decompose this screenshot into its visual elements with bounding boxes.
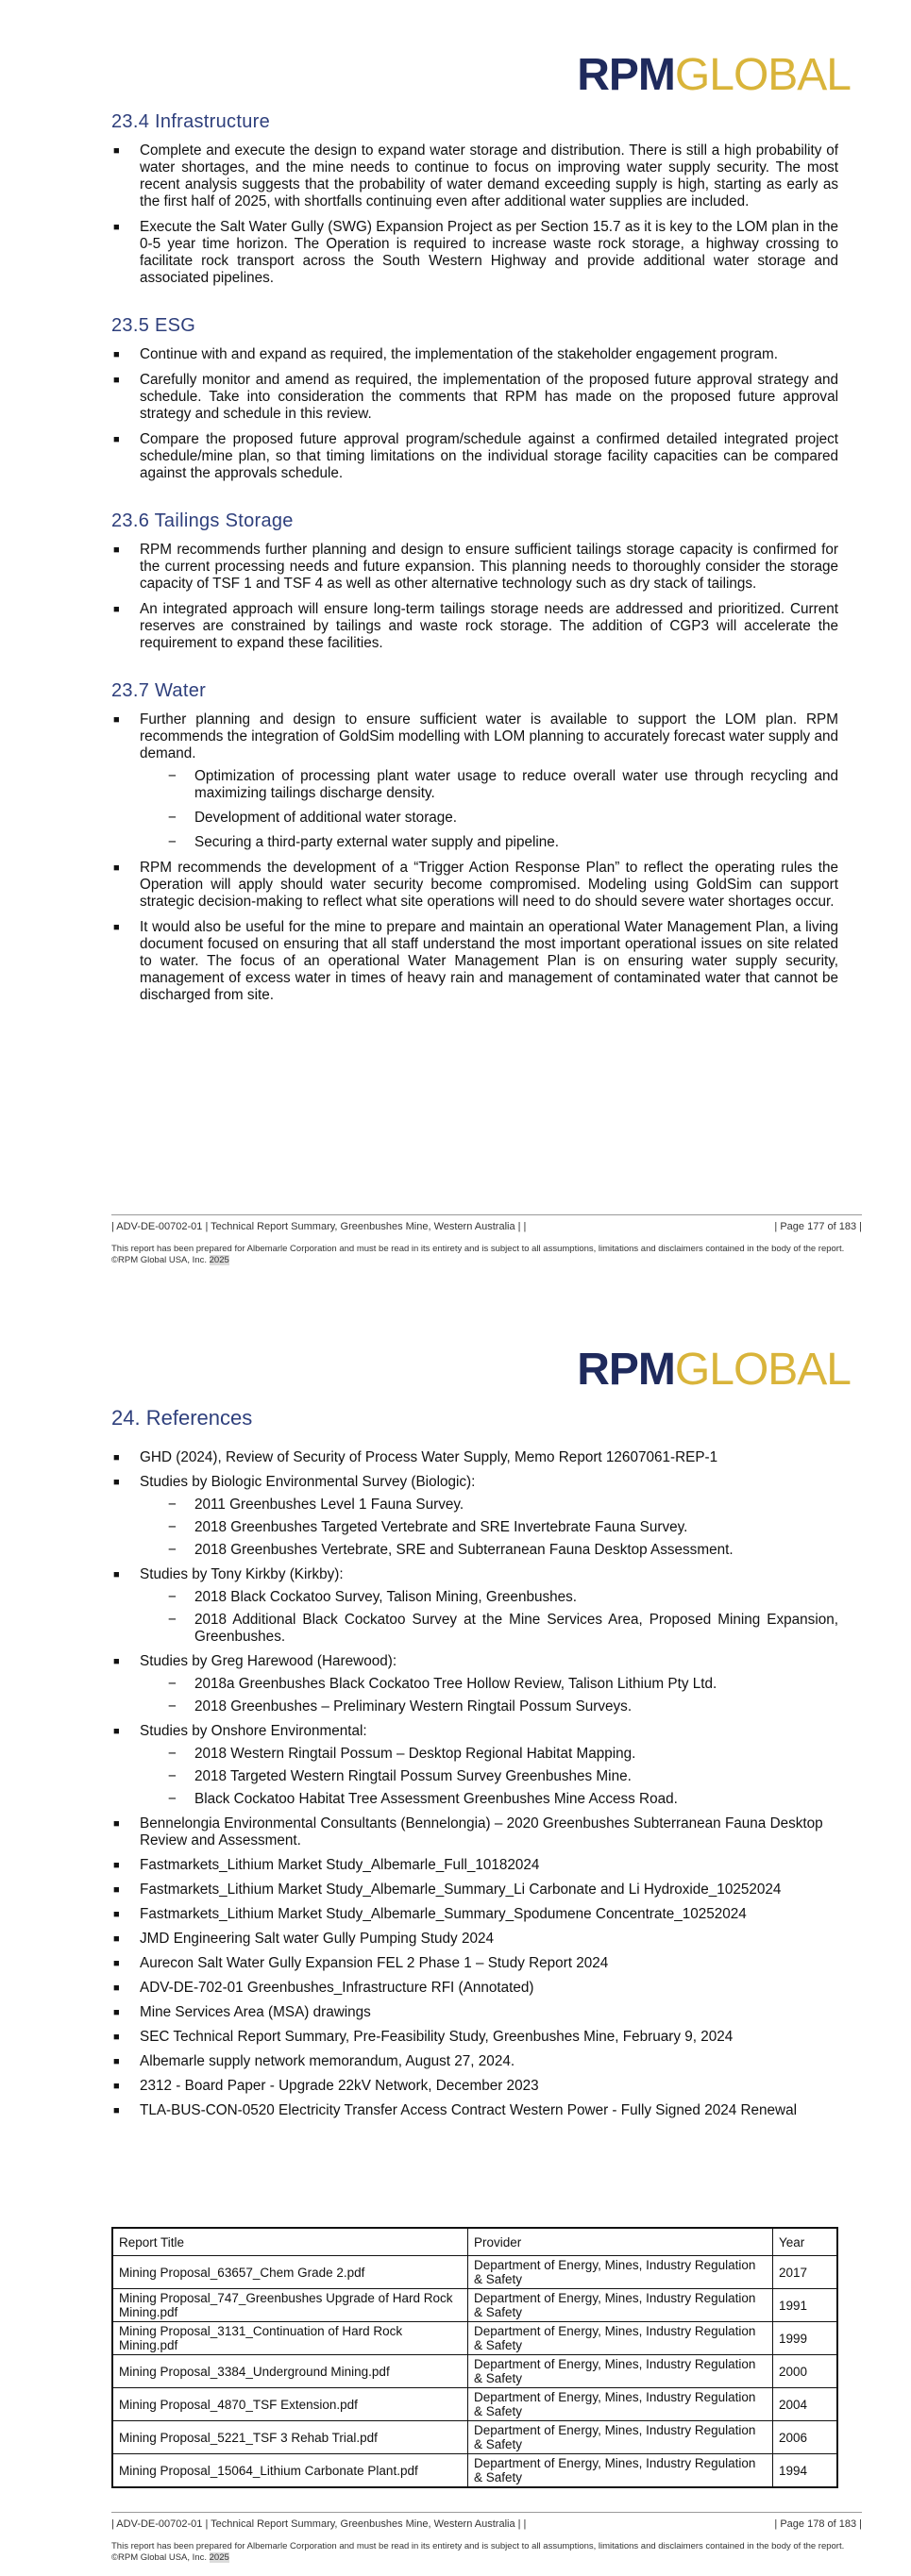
footer-doc-info: | ADV-DE-00702-01 | Technical Report Summary, Greenbushes Mine, Western Australia | | xyxy=(111,1221,527,1232)
rpm-global-logo: RPMGLOBAL xyxy=(577,1345,851,1395)
bullet-item: ■ It would also be useful for the mine to prepare and maintain an operational Water Management Plan, a living document focused on ensuring that all staff understand the most important operational issues on site related to water. The focus of an operational Water Management Plan is on ensuring water supply security, management of excess water in times of heavy rain and management of contaminated water that cannot be discharged from site. xyxy=(113,919,838,1003)
reference-subitem: − 2018 Greenbushes Targeted Vertebrate and SRE Invertebrate Fauna Survey. xyxy=(168,1519,688,1535)
column-header: Report Title xyxy=(112,2228,468,2256)
section-tailings-storage xyxy=(111,510,838,652)
year-cell: 2004 xyxy=(773,2388,838,2421)
year-cell: 1991 xyxy=(773,2289,838,2322)
report-table xyxy=(111,2227,838,2488)
report-title-cell: Mining Proposal_5221_TSF 3 Rehab Trial.pdf xyxy=(112,2421,468,2454)
year-cell: 1999 xyxy=(773,2322,838,2355)
year-cell: 1994 xyxy=(773,2454,838,2488)
table-row xyxy=(112,2355,837,2388)
dash-item: − Optimization of processing plant water usage to reduce overall water use through recycling and maximizing tailings discharge density. xyxy=(168,768,838,801)
reference-list xyxy=(111,1449,838,2119)
column-header: Provider xyxy=(468,2228,773,2256)
footer-disclaimer: This report has been prepared for Albemarle Corporation and must be read in its entirety and is subject to all assumptions, limitations and disclaimers contained in the body of the report. ©RPM Global USA, Inc. 2025 xyxy=(111,2541,845,2563)
year-cell: 2017 xyxy=(773,2256,838,2289)
year-cell: 2000 xyxy=(773,2355,838,2388)
reference-item: ■ Studies by Biologic Environmental Survey (Biologic): − 2011 Greenbushes Level 1 Fauna Survey. − 2018 Greenbushes Targeted Vertebrate and SRE Invertebrate Fauna Survey. − 2018 Greenbushes Vertebrate, SRE and Subterranean Fauna Desktop Assessment. xyxy=(111,1474,838,1559)
reference-subitem: − 2018 Targeted Western Ringtail Possum Survey Greenbushes Mine. xyxy=(168,1768,632,1784)
page-177 xyxy=(0,0,911,1279)
page-title: 24. References xyxy=(111,1406,253,1430)
reference-subitem: − Black Cockatoo Habitat Tree Assessment Greenbushes Mine Access Road. xyxy=(168,1791,678,1807)
reference-item: ■ TLA-BUS-CON-0520 Electricity Transfer Access Contract Western Power - Fully Signed 2024 Renewal xyxy=(113,2102,797,2118)
dash-item: − Securing a third-party external water supply and pipeline. xyxy=(168,834,560,850)
reference-item: ■ Albemarle supply network memorandum, August 27, 2024. xyxy=(113,2053,515,2069)
reference-item: ■ Mine Services Area (MSA) drawings xyxy=(113,2004,371,2020)
reference-item: ■ SEC Technical Report Summary, Pre-Feasibility Study, Greenbushes Mine, February 9, 2024 xyxy=(113,2029,734,2045)
provider-cell: Department of Energy, Mines, Industry Regulation & Safety xyxy=(468,2289,773,2322)
report-title-cell: Mining Proposal_3384_Underground Mining.pdf xyxy=(112,2355,468,2388)
report-title-cell: Mining Proposal_3131_Continuation of Hard Rock Mining.pdf xyxy=(112,2322,468,2355)
bullet-item: ■ RPM recommends further planning and design to ensure sufficient tailings storage capacity is confirmed for the current processing needs and future expansion. This planning needs to thoroughly consider the storage capacity of TSF 1 and TSF 4 as well as other alternative technology such as dry stack of tailings. xyxy=(113,542,838,592)
report-title-cell: Mining Proposal_4870_TSF Extension.pdf xyxy=(112,2388,468,2421)
rpm-global-logo: RPMGLOBAL xyxy=(577,50,851,100)
reference-subitem: − 2018 Greenbushes Vertebrate, SRE and Subterranean Fauna Desktop Assessment. xyxy=(168,1542,734,1558)
provider-cell: Department of Energy, Mines, Industry Regulation & Safety xyxy=(468,2256,773,2289)
reference-item: ■ GHD (2024), Review of Security of Process Water Supply, Memo Report 12607061-REP-1 xyxy=(113,1449,718,1465)
reference-item: ■ ADV-DE-702-01 Greenbushes_Infrastructure RFI (Annotated) xyxy=(113,1980,534,1996)
bullet-item: ■ Complete and execute the design to expand water storage and distribution. There is still a high probability of water shortages, and the mine needs to continue to focus on improving water supply security. The most recent analysis suggests that the probability of water demand exceeding supply is high, starting as early as the first half of 2025, with shortfalls continuing even after additional water supplies are included. xyxy=(113,142,838,209)
table-row xyxy=(112,2454,837,2488)
bullet-item: ■ Compare the proposed future approval program/schedule against a confirmed detailed integrated project schedule/mine plan, so that timing limitations on the individual storage facility capacities can be compared against the approvals schedule. xyxy=(113,431,838,481)
section-heading: 23.7 Water xyxy=(111,680,207,701)
reference-item: ■ Fastmarkets_Lithium Market Study_Albemarle_Summary_Spodumene Concentrate_10252024 xyxy=(113,1906,747,1922)
reference-item: ■ JMD Engineering Salt water Gully Pumping Study 2024 xyxy=(113,1931,494,1947)
bullet-item: ■ An integrated approach will ensure long-term tailings storage needs are addressed and prioritized. Current reserves are constrained by tailings and waste rock storage. The addition of CGP3 will accelerate the requirement to expand these facilities. xyxy=(113,601,838,651)
reference-subitem: − 2018 Western Ringtail Possum – Desktop Regional Habitat Mapping. xyxy=(168,1746,636,1762)
table-row xyxy=(112,2421,837,2454)
section-water xyxy=(111,680,838,1004)
reference-subitem: − 2018 Greenbushes – Preliminary Western Ringtail Possum Surveys. xyxy=(168,1698,633,1715)
bullet-item: ■ RPM recommends the development of a “Trigger Action Response Plan” to reflect the operating rules the Operation will apply should water security become compromised. Modeling using GoldSim can support strategic decision-making to reflect what site operations will need to do should severe water shortages occur. xyxy=(113,860,838,910)
footer-page-number: | Page 178 of 183 | xyxy=(774,2518,862,2530)
year-cell: 2006 xyxy=(773,2421,838,2454)
reference-item: ■ Studies by Onshore Environmental: − 2018 Western Ringtail Possum – Desktop Regional Habitat Mapping. − 2018 Targeted Western Ringtail Possum Survey Greenbushes Mine. − Black Cockatoo Habitat Tree Assessment Greenbushes Mine Access Road. xyxy=(111,1723,838,1808)
provider-cell: Department of Energy, Mines, Industry Regulation & Safety xyxy=(468,2322,773,2355)
table-row xyxy=(112,2289,837,2322)
page-177-content xyxy=(111,111,838,1032)
footer-doc-info: | ADV-DE-00702-01 | Technical Report Summary, Greenbushes Mine, Western Australia | | xyxy=(111,2518,527,2530)
provider-cell: Department of Energy, Mines, Industry Regulation & Safety xyxy=(468,2388,773,2421)
table-header-row xyxy=(112,2228,837,2256)
table-row xyxy=(112,2322,837,2355)
report-title-cell: Mining Proposal_15064_Lithium Carbonate Plant.pdf xyxy=(112,2454,468,2488)
reference-subitem: − 2018a Greenbushes Black Cockatoo Tree Hollow Review, Talison Lithium Pty Ltd. xyxy=(168,1676,717,1692)
provider-cell: Department of Energy, Mines, Industry Regulation & Safety xyxy=(468,2421,773,2454)
reference-item: ■ 2312 - Board Paper - Upgrade 22kV Network, December 2023 xyxy=(113,2078,539,2094)
reference-item: ■ Aurecon Salt Water Gully Expansion FEL 2 Phase 1 – Study Report 2024 xyxy=(113,1955,609,1971)
page-footer xyxy=(111,1214,862,1266)
section-infrastructure xyxy=(111,111,838,287)
section-esg xyxy=(111,315,838,482)
bullet-item: ■ Continue with and expand as required, the implementation of the stakeholder engagement program. xyxy=(113,346,779,362)
page-footer xyxy=(111,2512,862,2564)
reference-item: ■ Studies by Tony Kirkby (Kirkby): − 2018 Black Cockatoo Survey, Talison Mining, Greenbushes. − 2018 Additional Black Cockatoo Survey at the Mine Services Area, Proposed Mining Expansion, Greenbushes. xyxy=(113,1566,838,1645)
bullet-item: ■ Carefully monitor and amend as required, the implementation of the proposed future approval strategy and schedule. Take into consideration the comments that RPM has made on the proposed future approval strategy and schedule in this review. xyxy=(113,372,838,422)
reference-subitem: − 2018 Black Cockatoo Survey, Talison Mining, Greenbushes. xyxy=(168,1589,578,1605)
references-section xyxy=(111,1406,838,2127)
reference-subitem: − 2011 Greenbushes Level 1 Fauna Survey. xyxy=(168,1497,464,1513)
provider-cell: Department of Energy, Mines, Industry Regulation & Safety xyxy=(468,2355,773,2388)
reference-item: ■ Fastmarkets_Lithium Market Study_Albemarle_Full_10182024 xyxy=(113,1857,540,1873)
column-header: Year xyxy=(773,2228,838,2256)
table-row xyxy=(112,2388,837,2421)
section-heading: 23.4 Infrastructure xyxy=(111,111,271,132)
dash-item: − Development of additional water storage. xyxy=(168,810,458,826)
footer-disclaimer: This report has been prepared for Albemarle Corporation and must be read in its entirety and is subject to all assumptions, limitations and disclaimers contained in the body of the report. ©RPM Global USA, Inc. 2025 xyxy=(111,1244,845,1265)
footer-page-number: | Page 177 of 183 | xyxy=(774,1221,862,1232)
reference-item: ■ Bennelongia Environmental Consultants (Bennelongia) – 2020 Greenbushes Subterranean Fauna Desktop Review and Assessment. xyxy=(113,1815,823,1848)
page-178 xyxy=(0,1279,911,2576)
report-title-cell: Mining Proposal_63657_Chem Grade 2.pdf xyxy=(112,2256,468,2289)
reference-item: ■ Fastmarkets_Lithium Market Study_Albemarle_Summary_Li Carbonate and Li Hydroxide_10252024 xyxy=(113,1882,782,1898)
report-title-cell: Mining Proposal_747_Greenbushes Upgrade of Hard Rock Mining.pdf xyxy=(112,2289,468,2322)
reference-item: ■ Studies by Greg Harewood (Harewood): − 2018a Greenbushes Black Cockatoo Tree Hollow Review, Talison Lithium Pty Ltd. − 2018 Greenbushes – Preliminary Western Ringtail Possum Surveys. xyxy=(111,1653,838,1715)
provider-cell: Department of Energy, Mines, Industry Regulation & Safety xyxy=(468,2454,773,2488)
bullet-item: ■ Execute the Salt Water Gully (SWG) Expansion Project as per Section 15.7 as it is key to the LOM plan in the 0-5 year time horizon. The Operation is required to increase waste rock storage, a highway crossing to facilitate rock transport across the South Western Highway and provide additional water storage and associated pipelines. xyxy=(113,219,838,286)
section-heading: 23.6 Tailings Storage xyxy=(111,510,294,531)
bullet-item: ■ Further planning and design to ensure sufficient water is available to support the LOM plan. RPM recommends the integration of GoldSim modelling with LOM planning to accurately forecast water supply and demand. − Optimization of processing plant water usage to reduce overall water use through recycling and maximizing tailings discharge density. − Development of additional water storage. − Securing a third-party external water supply and pipeline. xyxy=(113,711,838,850)
section-heading: 23.5 ESG xyxy=(111,315,196,336)
reference-subitem: − 2018 Additional Black Cockatoo Survey at the Mine Services Area, Proposed Mining Expansion, Greenbushes. xyxy=(168,1612,838,1645)
table-row xyxy=(112,2256,837,2289)
